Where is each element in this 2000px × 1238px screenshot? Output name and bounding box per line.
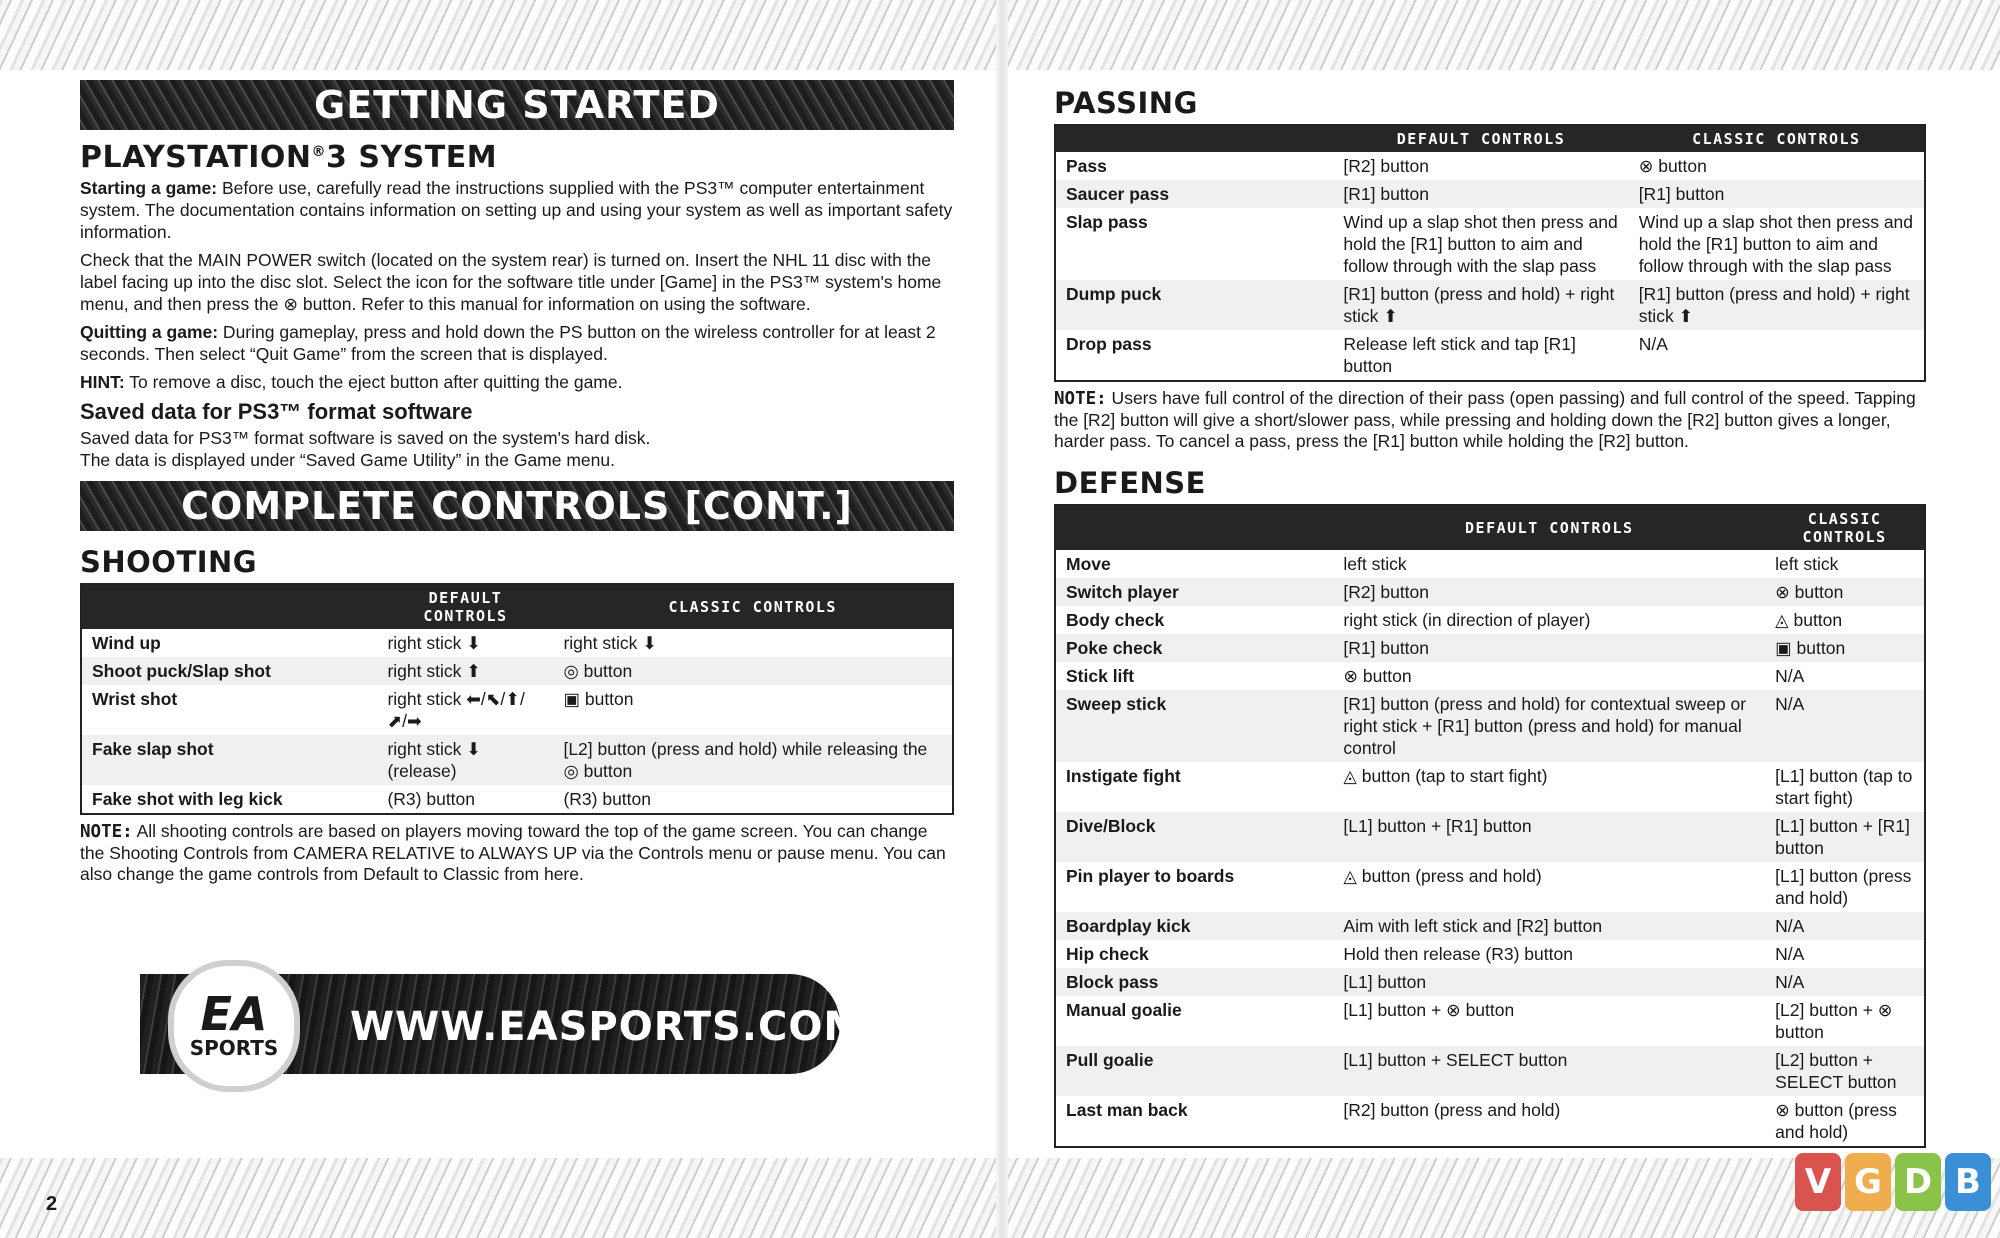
cell-default: right stick ⬇ [387,633,481,653]
cell-action: Fake slap shot [81,735,377,785]
cell-classic: ▣ button [563,689,634,709]
ps3-system-title: PLAYSTATION®3 SYSTEM [80,140,498,175]
table-row [1055,280,1925,330]
cell-classic: left stick [1775,554,1839,574]
cell-default: ⊗ button [1343,666,1412,686]
cell-classic: [L2] button (press and hold) while releasing the ◎ button [553,735,953,785]
table-row [81,657,953,685]
ea-sports-logo: EA SPORTS [168,960,300,1092]
passing-classic-header: CLASSIC CONTROLS [1629,125,1925,152]
passing-note: NOTE: Users have full control of the direction of their pass (open passing) and full control of the speed. Tapping the [R2] button will give a short/slower pass, while pressing and holding down the [R2] button gives a longer, harder pass. To cancel a pass, press the [R1] button while holding the [R2] button. [1054,388,1916,451]
table-row [1055,152,1925,180]
left-page [80,80,954,885]
saved-data-title: Saved data for PS3™ format software [80,399,473,424]
defense-classic-header: CLASSIC CONTROLS [1765,505,1925,550]
table-row [1055,208,1925,280]
cell-action: Switch player [1055,578,1333,606]
cell-action: Pull goalie [1055,1046,1333,1096]
saved-data-text: Saved data for PS3™ format software is saved on the system's hard disk. [80,428,651,448]
cell-default: [L1] button + SELECT button [1333,1046,1765,1096]
cell-action: Saucer pass [1055,180,1333,208]
cell-action: Slap pass [1066,212,1148,232]
passing-table [1054,124,1926,382]
table-row [1055,968,1925,996]
cell-classic: [L2] button + SELECT button [1765,1046,1925,1096]
cell-action: Body check [1066,610,1165,630]
cell-default: Aim with left stick and [R2] button [1333,912,1765,940]
cell-action: Hip check [1066,944,1149,964]
table-row [81,685,953,735]
cell-default: right stick (in direction of player) [1343,610,1591,630]
right-page [1054,86,1926,1148]
table-row [1055,812,1925,862]
watermark-letter: G [1845,1153,1891,1211]
cell-default: [L1] button [1333,968,1765,996]
cell-default: [R2] button [1333,578,1765,606]
cell-classic: ⊗ button [1765,578,1925,606]
table-row [1055,180,1925,208]
cell-classic: Wind up a slap shot then press and hold the [R1] button to aim and follow through with the slap pass [1638,212,1914,276]
shooting-table [80,583,954,815]
table-row [1055,912,1925,940]
cell-default: [R2] button [1343,156,1430,176]
shooting-title: SHOOTING [80,545,258,579]
table-row [1055,550,1925,578]
cell-default: [L1] button + [R1] button [1333,812,1765,862]
cell-classic: N/A [1638,334,1668,354]
cell-action: Block pass [1055,968,1333,996]
table-row [1055,1096,1925,1147]
cell-classic: N/A [1765,690,1925,762]
passing-default-header: DEFAULT CONTROLS [1333,125,1628,152]
cell-action: Pass [1066,156,1107,176]
cell-action: Fake shot with leg kick [92,789,283,809]
cell-classic: ▣ button [1765,634,1925,662]
cell-default: [R2] button (press and hold) [1343,1100,1561,1120]
cell-default: ◬ button (press and hold) [1343,866,1542,886]
cell-default: (R3) button [387,789,476,809]
cell-classic: (R3) button [563,789,651,809]
cell-classic: N/A [1765,968,1925,996]
cell-action: Boardplay kick [1055,912,1333,940]
cell-action: Manual goalie [1066,1000,1182,1020]
cell-action: Stick lift [1066,666,1135,686]
table-row [1055,762,1925,812]
cell-action: Move [1066,554,1111,574]
cell-classic: [L1] button (tap to start fight) [1775,766,1913,808]
cell-default: right stick ⬇ (release) [377,735,553,785]
cell-default: [R1] button (press and hold) for contextual sweep or right stick + [R1] button (press and hold) for manual control [1333,690,1765,762]
cell-default: Hold then release (R3) button [1343,944,1573,964]
table-row [1055,662,1925,690]
cell-classic: [R1] button [1629,180,1925,208]
table-row [1055,330,1925,381]
cell-action: Shoot puck/Slap shot [81,657,377,685]
table-row [1055,690,1925,762]
table-row [1055,578,1925,606]
ea-sports-banner [80,960,865,1080]
check-paragraph: Check that the MAIN POWER switch (located on the system rear) is turned on. Insert the NHL 11 disc with the label facing up into the disc slot. Select the icon for the software title under [Game] in the PS3™ system's home menu, and then press the ⊗ button. Refer to this manual for information on using the software. [80,250,942,314]
watermark-letter: B [1945,1153,1991,1211]
cell-classic: ◎ button [553,657,953,685]
page-spine [996,0,1008,1238]
cell-classic: [L1] button + [R1] button [1765,812,1925,862]
table-row [1055,862,1925,912]
easports-url[interactable]: WWW.EASPORTS.COM [350,1004,865,1050]
cell-default: [R1] button (press and hold) + right stick ⬆ [1333,280,1628,330]
defense-table [1054,504,1926,1148]
classic-controls-header: CLASSIC CONTROLS [553,584,953,629]
quitting-paragraph: Quitting a game: During gameplay, press and hold down the PS button on the wireless controller for at least 2 seconds. Then select “Quit Game” from the screen that is displayed. [80,322,936,364]
defense-default-header: DEFAULT CONTROLS [1333,505,1765,550]
cell-default: right stick ⬅/⬉/⬆/⬈/➡ [387,689,525,731]
cell-default: [L1] button + ⊗ button [1343,1000,1515,1020]
cell-action: Pin player to boards [1066,866,1235,886]
cell-classic: N/A [1775,666,1805,686]
table-row [1055,940,1925,968]
table-row [1055,606,1925,634]
cell-action: Wind up [92,633,161,653]
cell-default: [R1] button [1333,634,1765,662]
cell-default: right stick ⬆ [377,657,553,685]
cell-default: Wind up a slap shot then press and hold the [R1] button to aim and follow through with the slap pass [1343,212,1618,276]
cell-action: Instigate fight [1066,766,1181,786]
table-row [81,629,953,657]
cell-classic: N/A [1775,944,1805,964]
getting-started-banner: GETTING STARTED [80,80,954,130]
table-row [1055,996,1925,1046]
cell-classic: ◬ button [1775,610,1843,630]
cell-classic: N/A [1765,912,1925,940]
defense-title: DEFENSE [1054,466,1206,500]
starting-paragraph: Starting a game: Before use, carefully read the instructions supplied with the PS3™ computer entertainment system. The documentation contains information on setting up and using your system as well as important safety information. [80,178,953,242]
cell-classic: [L1] button (press and hold) [1775,866,1912,908]
table-row [81,785,953,814]
cell-default: ◬ button (tap to start fight) [1343,766,1548,786]
vgdb-watermark [1795,1153,1991,1211]
table-row [81,735,953,785]
cell-action: Poke check [1055,634,1333,662]
cell-action: Dump puck [1055,280,1333,330]
cell-classic: right stick ⬇ [563,633,657,653]
saved-data-text-2: The data is displayed under “Saved Game Utility” in the Game menu. [80,450,615,470]
cell-default: left stick [1343,554,1407,574]
watermark-letter: D [1895,1153,1941,1211]
cell-action: Sweep stick [1055,690,1333,762]
complete-controls-banner: COMPLETE CONTROLS [CONT.] [80,481,954,531]
page-number-left: 2 [46,1193,58,1215]
watermark-letter: V [1795,1153,1841,1211]
cell-action: Last man back [1066,1100,1188,1120]
table-row [1055,634,1925,662]
hint-paragraph: HINT: To remove a disc, touch the eject button after quitting the game. [80,372,623,392]
cell-action: Wrist shot [92,689,178,709]
passing-title: PASSING [1054,86,1198,120]
cell-default: Release left stick and tap [R1] button [1343,334,1576,376]
default-controls-header: DEFAULT CONTROLS [377,584,553,629]
cell-classic: ⊗ button [1638,156,1707,176]
cell-classic: [L2] button + ⊗ button [1775,1000,1893,1042]
cell-classic: ⊗ button (press and hold) [1775,1100,1897,1142]
cell-action: Drop pass [1066,334,1152,354]
shooting-note: NOTE: All shooting controls are based on players moving toward the top of the game screen. You can change the Shooting Controls from CAMERA RELATIVE to ALWAYS UP via the Controls menu or pause menu. You can also change the game controls from Default to Classic from here. [80,821,946,884]
cell-action: Dive/Block [1055,812,1333,862]
cell-classic: [R1] button (press and hold) + right stick ⬆ [1629,280,1925,330]
cell-default: [R1] button [1333,180,1628,208]
table-row [1055,1046,1925,1096]
